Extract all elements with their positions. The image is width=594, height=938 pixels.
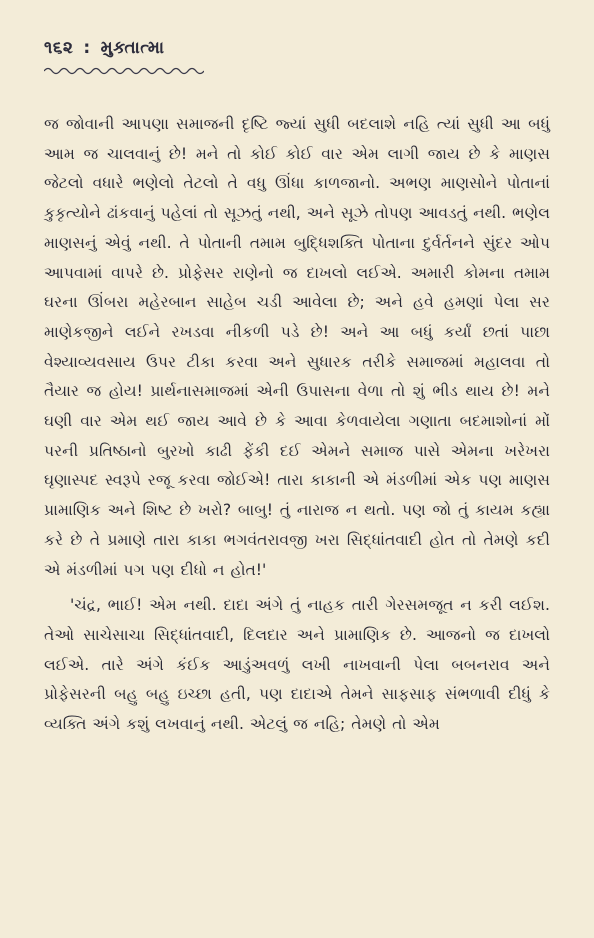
book-title: મુક્તાત્મા xyxy=(100,38,165,58)
wavy-rule-ornament xyxy=(44,66,204,76)
paragraph: 'ચંદ્ર, ભાઈ! એમ નથી. દાદા અંગે તું નાહક તારી ગેરસમજૂત ન કરી લઈશ. તેઓ સાચેસાચા સિદ્ધાંતવાદી, દિલદાર અને પ્રામાણિક છે. આજનો જ દાખલો લઈએ. તારે અંગે કંઈક આડુંઅવળું લખી નાખવાની પેલા બબનરાવ અને પ્રોફેસરની બહુ બહુ ઇચ્છા હતી, પણ દાદાએ તેમને સાફસાફ સંભળાવી દીધું કે વ્યક્તિ અંગે કશું લખવાનું નથી. એટલું જ નહિ; તેમણે તો એમ xyxy=(44,596,550,734)
body-text xyxy=(44,110,550,740)
header-separator: : xyxy=(83,38,91,58)
page-number: ૧૬૨ xyxy=(44,38,74,58)
running-head xyxy=(44,38,550,64)
paragraph: જ જોવાની આપણા સમાજની દૃષ્ટિ જ્યાં સુધી બદલાશે નહિ ત્યાં સુધી આ બધું આમ જ ચાલવાનું છે! મને તો કોઈ કોઈ વાર એમ લાગી જાય છે કે માણસ જેટલો વધારે ભણેલો તેટલો તે વધુ ઊંધા કાળજાનો. અભણ માણસોને પોતાનાં કુકૃત્યોને ઢાંકવાનું પહેલાં તો સૂઝતું નથી, અને સૂઝે તોપણ આવડતું નથી. ભણેલ માણસનું એવું નથી. તે પોતાની તમામ બુદ્ધિશક્તિ પોતાના દુર્વર્તનને સુંદર ઓપ આપવામાં વાપરે છે. પ્રોફેસર રાણેનો જ દાખલો લઈએ. અમારી કોમના તમામ ઘરના ઊંબરા મહેરબાન સાહેબ ચડી આવેલા છે; અને હવે હમણાં પેલા સર માણેકજીને લઈને રખડવા નીકળી પડે છે! અને આ બધું કર્યાં છતાં પાછા વેશ્યાવ્યવસાય ઉપર ટીકા કરવા અને સુધારક તરીકે સમાજમાં મહાલવા તો તૈયાર જ હોય! પ્રાર્થનાસમાજમાં એની ઉપાસના વેળા તો શું ભીડ થાય છે! મને ઘણી વાર એમ થઈ જાય આવે છે કે આવા કેળવાયેલા ગણાતા બદમાશોનાં મોં પરની પ્રતિષ્ઠાનો બુરખો કાઢી ફેંકી દઈ એમને સમાજ પાસે એમના ખરેખરા ઘૃણાસ્પદ સ્વરૂપે રજૂ કરવા જોઈએ! તારા કાકાની એ મંડળીમાં એક પણ માણસ પ્રામાણિક અને શિષ્ટ છે ખરો? બાબુ! તું નારાજ ન થતો. પણ જો તું કાયમ કહ્યા કરે છે તે પ્રમાણે તારા કાકા ભગવંતરાવજી ખરા સિદ્ધાંતવાદી હોત તો તેમણે કદી એ મંડળીમાં પગ પણ દીધો ન હોત!' xyxy=(44,115,550,579)
